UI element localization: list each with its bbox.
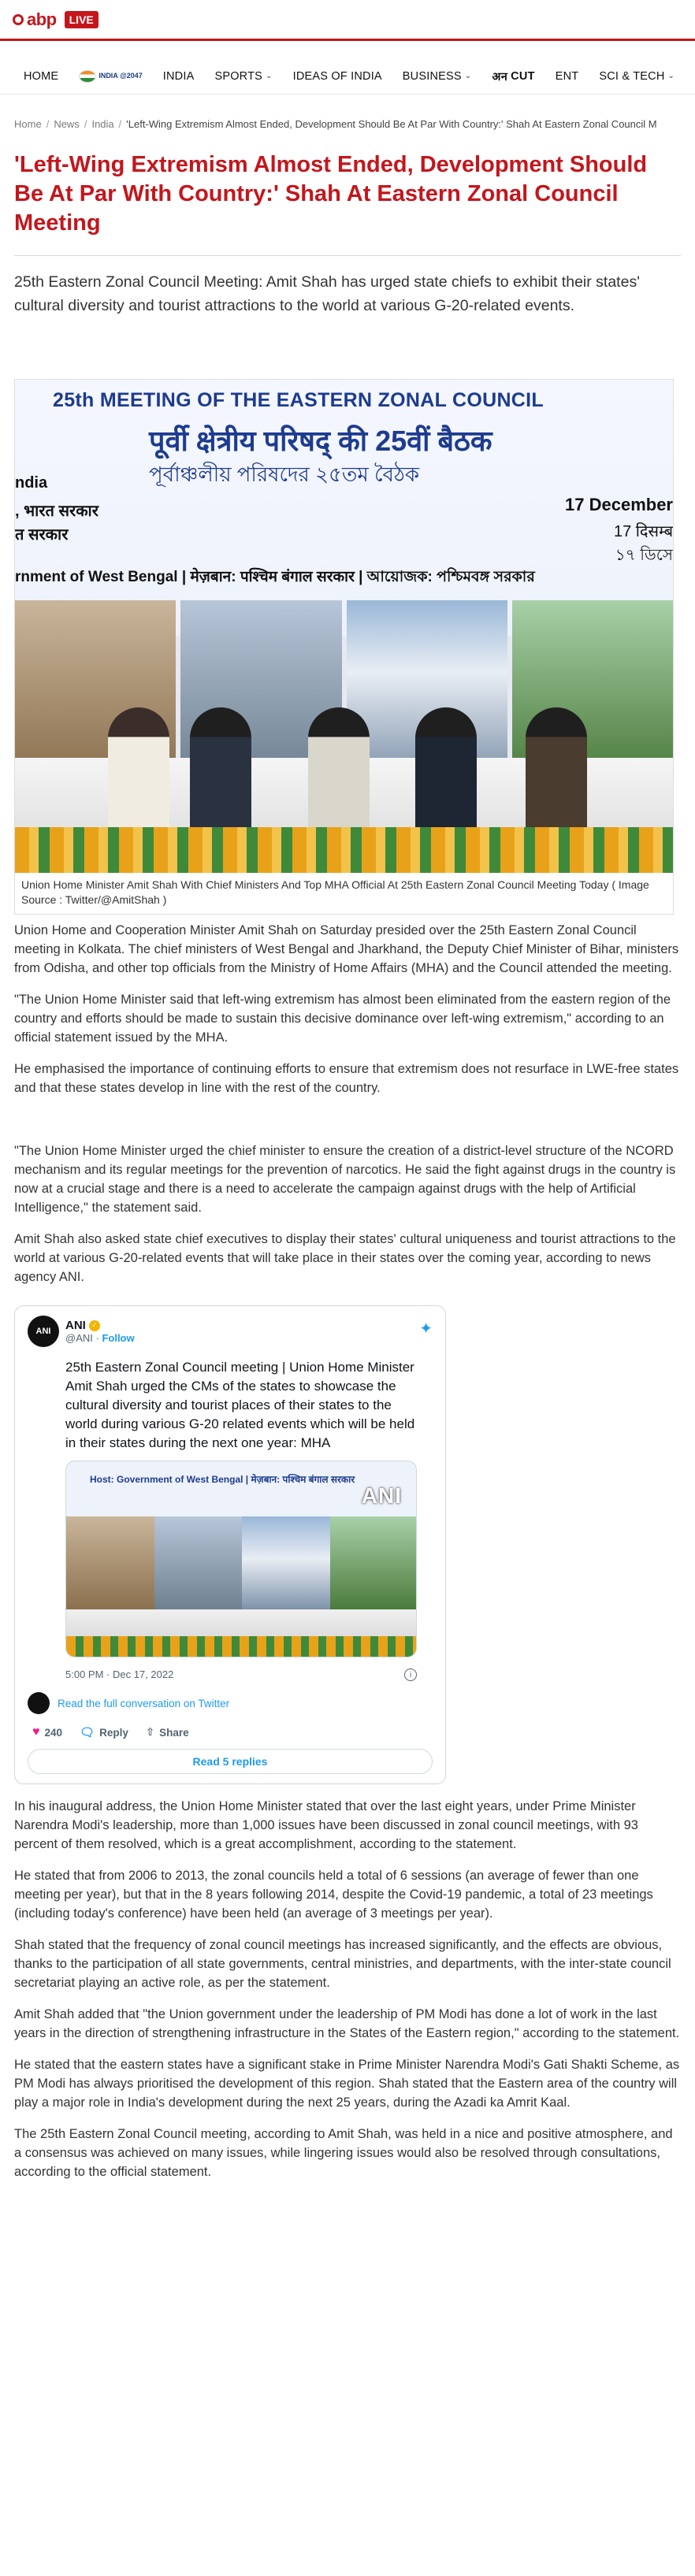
nav-label: HOME [24, 69, 59, 83]
hero-person [526, 707, 587, 841]
breadcrumb-home[interactable]: Home [14, 118, 42, 130]
nav-label: INDIA [162, 69, 195, 83]
tweet-handle-row [65, 1332, 135, 1344]
verified-badge-icon: ✓ [89, 1320, 100, 1331]
article-paragraph: Shah stated that the frequency of zonal council meetings has increased significantly, and the effects are obvious, thanks to the participation of all state governments, central ministries, and departments, with the inter-state council secretariat playing an active role, as per the statement. [14, 1938, 671, 1990]
nav-sports[interactable] [214, 70, 272, 83]
anacut-b: CUT [511, 69, 535, 83]
tweet-media-host: Host: Government of West Bengal | मेज़बान: पश्चिम बंगाल सरकार [90, 1474, 355, 1485]
india-flag-icon [79, 70, 96, 83]
reply-bubble-icon: 🗨 [80, 1726, 95, 1739]
article-paragraph: Amit Shah added that "the Union government under the leadership of PM Modi has done a lot of work in the last years in the direction of strengthening infrastructure in the States of the Eastern region," according to the statement. [14, 2007, 680, 2040]
article-summary: 25th Eastern Zonal Council Meeting: Amit Shah has urged state chiefs to exhibit their states' cultural diversity and tourist attractions to the world at various G-20-related events. [14, 273, 640, 314]
nav-label: IDEAS OF INDIA [292, 69, 382, 83]
dot-separator: · [95, 1332, 102, 1344]
breadcrumb-separator: / [46, 118, 50, 130]
hero-person [190, 707, 251, 841]
article-paragraph: Union Home and Cooperation Minister Amit Shah on Saturday presided over the 25th Eastern Zonal Council meeting in Kolkata. The chief ministers of West Bengal and Jharkhand, the Deputy Chief Minister of Bihar, ministers from Odisha, and other top officials from the Ministry of Home Affairs (MHA) and the Council attended the meeting. [14, 923, 679, 975]
hero-person [415, 707, 477, 841]
tweet-timestamp[interactable]: 5:00 PM · Dec 17, 2022 [65, 1668, 174, 1680]
read-replies-button[interactable]: Read 5 replies [28, 1749, 433, 1774]
embedded-tweet[interactable] [14, 1305, 446, 1784]
breadcrumb-separator: / [118, 118, 122, 130]
article-paragraph: The 25th Eastern Zonal Council meeting, according to Amit Shah, was held in a nice and positive atmosphere, and a consensus was achieved on many issues, while lingering issues would also be resolved through consultations, according to the official statement. [14, 2127, 673, 2179]
brand-name: abp [27, 9, 57, 29]
abp-logo[interactable] [13, 9, 98, 30]
abp-logo-icon [13, 14, 24, 25]
hero-flowers [15, 827, 673, 873]
info-icon[interactable]: i [404, 1668, 417, 1681]
india-2047-text: INDIA @2047 [98, 72, 143, 80]
article-paragraph: In his inaugural address, the Union Home Minister stated that over the last eight years, under Prime Minister Narendra Modi's leadership, more than 1,000 issues have been discussed in zonal council meetings, with 93 percent of them resolved, which is a great accomplishment, according to the statement. [14, 1799, 638, 1851]
breadcrumb-separator: / [84, 118, 87, 130]
brand-bar [0, 0, 695, 41]
share-label: Share [159, 1726, 189, 1739]
article-paragraph: Amit Shah also asked state chief executives to display their states' cultural uniqueness and tourist attractions to the world at various G-20-related events that will take place in their states over the coming year, according to news agency ANI. [14, 1232, 676, 1284]
reply-button[interactable] [80, 1725, 128, 1739]
twitter-bird-icon[interactable]: ✦ [419, 1320, 433, 1338]
share-icon: ⇧ [145, 1726, 155, 1738]
tweet-author [65, 1319, 135, 1344]
hero-banner-host: rnment of West Bengal | मेज़बान: पश्चिम बंगाल सरकार | আয়োজক: পশ্চিমবঙ্গ সরকার [15, 569, 535, 585]
breadcrumb-news[interactable]: News [54, 118, 80, 130]
nav-label: ENT [555, 69, 579, 83]
tweet-author-name-row [65, 1319, 135, 1332]
hero-banner-left-2: , भारत सरकार [15, 503, 98, 520]
nav-label: SPORTS [214, 69, 263, 83]
nav-sci-tech[interactable] [599, 70, 675, 83]
hero-banner-date-hi: 17 दिसम्ब [613, 523, 673, 540]
nav-ideas-of-india[interactable] [293, 70, 382, 83]
nav-india[interactable] [163, 70, 195, 83]
india-2047-logo[interactable] [79, 70, 142, 83]
hero-person [108, 707, 169, 841]
hero-banner-title-en: 25th MEETING OF THE EASTERN ZONAL COUNCIL [53, 389, 544, 411]
ani-watermark: ANI [361, 1483, 402, 1508]
hero-banner-date-en: 17 December [565, 495, 673, 514]
tweet-timestamp-row [65, 1668, 417, 1681]
backdrop-picture [330, 1516, 418, 1611]
article-paragraph: He stated that from 2006 to 2013, the zonal councils held a total of 6 sessions (an average of fewer than one meeting per year), but that in the 8 years following 2014, despite the Covid-19 pandemic, a total of 23 meetings (including today's conference) have been held (an average of 3 meetings per year). [14, 1869, 653, 1921]
share-button[interactable] [146, 1725, 189, 1739]
tweet-text: 25th Eastern Zonal Council meeting | Union Home Minister Amit Shah urged the CMs of the states to showcase the cultural diversity and tourist places of their states to the world during various G-20 related events which will be held in their states during the next one year: MHA [65, 1360, 415, 1450]
heart-icon: ♥ [32, 1725, 40, 1739]
nav-label: SCI & TECH [599, 69, 665, 83]
tweet-header [28, 1316, 433, 1347]
article-paragraph: He stated that the eastern states have a significant stake in Prime Minister Narendra Modi's Gati Shakti Scheme, as PM Modi has always prioritised the development of this region. Shah stated that the Eastern area of the country will play a major role in India's development during the next 25 years, during the Azadi ka Amrit Kaal. [14, 2058, 680, 2110]
main-nav [0, 58, 695, 95]
nav-label: BUSINESS [402, 69, 462, 83]
breadcrumb-india[interactable]: India [91, 118, 114, 130]
tweet-media-backdrop [66, 1516, 417, 1611]
like-count: 240 [44, 1726, 63, 1739]
hero-image[interactable] [15, 380, 673, 873]
reply-label: Reply [99, 1726, 128, 1739]
article-paragraph: He emphasised the importance of continuing efforts to ensure that extremism does not resurface in LWE-free states and that these states develop in line with the rest of the country. [14, 1062, 679, 1095]
article-paragraph: "The Union Home Minister said that left-wing extremism has almost been eliminated from the eastern region of the country and efforts should be made to sustain this decisive dominance over left-wing extremism," according to an official statement issued by the MHA. [14, 993, 671, 1045]
article-headline: 'Left-Wing Extremism Almost Ended, Development Should Be At Par With Country:' Shah At Eastern Zonal Council Meeting [14, 152, 648, 236]
tweet-mini-avatar [28, 1692, 50, 1714]
like-button[interactable] [32, 1725, 62, 1739]
chevron-down-icon: ⌄ [667, 72, 675, 80]
hero-banner-left-1: ndia [15, 474, 48, 492]
hero-caption: Union Home Minister Amit Shah With Chief Ministers And Top MHA Official At 25th Eastern Zonal Council Meeting Today ( Image Source : Twitter/@AmitShah ) [15, 873, 673, 914]
nav-business[interactable] [403, 70, 472, 83]
tweet-media-flowers [66, 1636, 417, 1657]
follow-button[interactable]: Follow [102, 1332, 135, 1344]
conversation-link-text: Read the full conversation on Twitter [58, 1697, 230, 1709]
hero-banner-title-bn: পূর্বাঞ্চলীয় পরিষদের ২৫তম বৈঠক [149, 462, 420, 486]
hero-banner-title-hi: पूर्वी क्षेत्रीय परिषद् की 25वीं बैठक [149, 425, 492, 457]
tweet-avatar[interactable]: ANI [28, 1316, 59, 1347]
nav-ent[interactable] [556, 70, 579, 83]
hero-person [308, 707, 370, 841]
hero-banner-date-bn: ১৭ ডিসে [615, 547, 673, 564]
article-paragraph: "The Union Home Minister urged the chief minister to ensure the creation of a district-level structure of the NCORD mechanism and its regular meetings for the prevention of narcotics. He said the fight against drugs in the country is now at a crucial stage and there is a need to accelerate the campaign against drugs with the help of Artificial Intelligence," the statement said. [14, 1144, 676, 1215]
nav-anacut-logo[interactable] [492, 69, 534, 84]
breadcrumb [0, 95, 695, 130]
anacut-a: अन [492, 70, 508, 84]
tweet-handle[interactable]: @ANI [65, 1332, 93, 1344]
tweet-media[interactable] [65, 1461, 417, 1657]
chevron-down-icon: ⌄ [464, 72, 472, 80]
backdrop-picture [66, 1516, 154, 1611]
backdrop-picture [154, 1516, 243, 1611]
tweet-conversation-link[interactable] [28, 1692, 433, 1714]
tweet-actions [28, 1725, 433, 1739]
backdrop-picture [242, 1516, 330, 1611]
chevron-down-icon: ⌄ [266, 72, 273, 80]
tweet-author-name[interactable]: ANI [65, 1319, 86, 1332]
breadcrumb-current: 'Left-Wing Extremism Almost Ended, Development Should Be At Par With Country:' Shah At Eastern Zonal Council M [126, 118, 657, 130]
hero-banner-left-3: त सरकार [15, 526, 69, 544]
live-badge[interactable]: LIVE [65, 11, 98, 28]
hero-figure [14, 379, 674, 915]
nav-home[interactable] [24, 70, 58, 83]
